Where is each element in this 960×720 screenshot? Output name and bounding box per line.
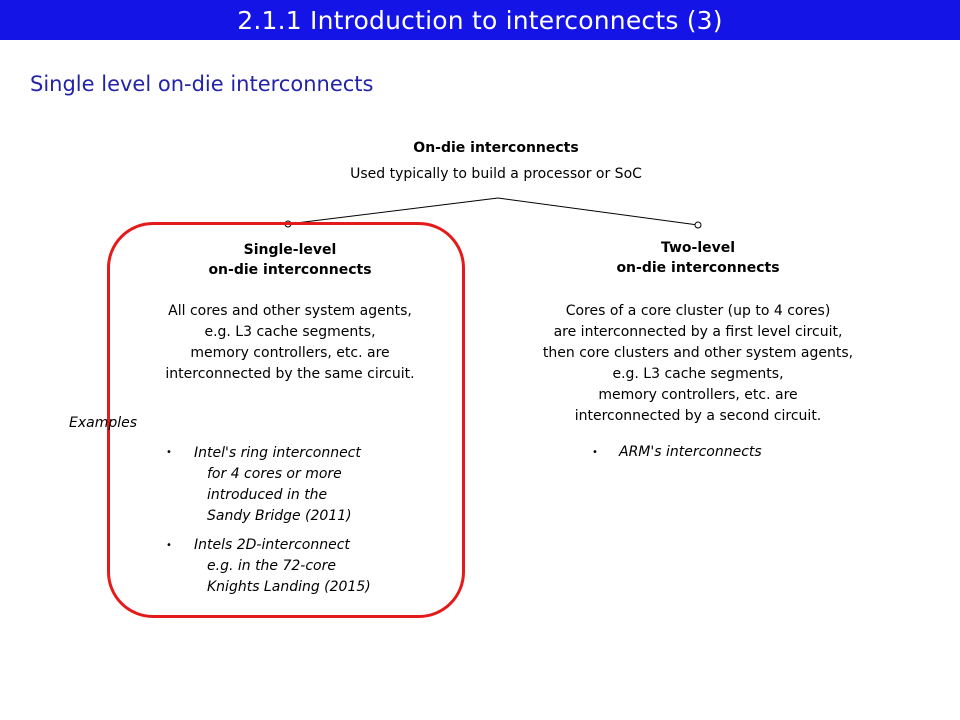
right-desc-line: e.g. L3 cache segments, [612, 366, 784, 382]
right-desc-line: interconnected by a second circuit. [574, 408, 822, 424]
right-heading-line2: on-die interconnects [616, 260, 780, 276]
left-bullet-1 [194, 443, 361, 527]
right-desc-line: are interconnected by a first level circuit, [553, 324, 843, 340]
left-heading-line1: Single-level [243, 242, 337, 258]
slide-title: 2.1.1 Introduction to interconnects (3) [237, 5, 723, 35]
root-description: Used typically to build a processor or SoC [350, 166, 642, 182]
bullet-line: e.g. in the 72-core [207, 558, 336, 574]
left-desc-line: All cores and other system agents, [168, 303, 412, 319]
left-heading-line2: on-die interconnects [208, 262, 372, 278]
right-desc-line: then core clusters and other system agents, [542, 345, 854, 361]
connector-left [288, 198, 498, 224]
right-desc-line: memory controllers, etc. are [598, 387, 798, 403]
node-right [695, 222, 701, 228]
left-desc-line: memory controllers, etc. are [190, 345, 390, 361]
left-desc-line: interconnected by the same circuit. [165, 366, 415, 382]
right-bullet-1 [619, 442, 762, 463]
bullet-line: introduced in the [207, 487, 328, 503]
bullet-marker: • [166, 540, 172, 551]
bullet-marker: • [592, 447, 598, 458]
slide-subtitle: Single level on-die interconnects [30, 72, 374, 96]
bullet-marker: • [166, 447, 172, 458]
left-heading [140, 240, 440, 280]
bullet-line: Intels 2D-interconnect [194, 537, 350, 553]
examples-label: Examples [69, 415, 138, 431]
root-heading: On-die interconnects [413, 140, 579, 156]
left-description [110, 301, 470, 385]
bullet-line: Intel's ring interconnect [194, 445, 361, 461]
left-bullet-2 [194, 535, 371, 598]
connector-right [498, 198, 698, 225]
bullet-line: for 4 cores or more [207, 466, 342, 482]
bullet-line: Knights Landing (2015) [207, 579, 371, 595]
right-description [488, 301, 908, 427]
right-heading-line1: Two-level [660, 240, 736, 256]
right-heading [548, 238, 848, 278]
right-desc-line: Cores of a core cluster (up to 4 cores) [565, 303, 831, 319]
bullet-line: Sandy Bridge (2011) [207, 508, 352, 524]
bullet-line: ARM's interconnects [619, 444, 762, 460]
left-desc-line: e.g. L3 cache segments, [204, 324, 376, 340]
